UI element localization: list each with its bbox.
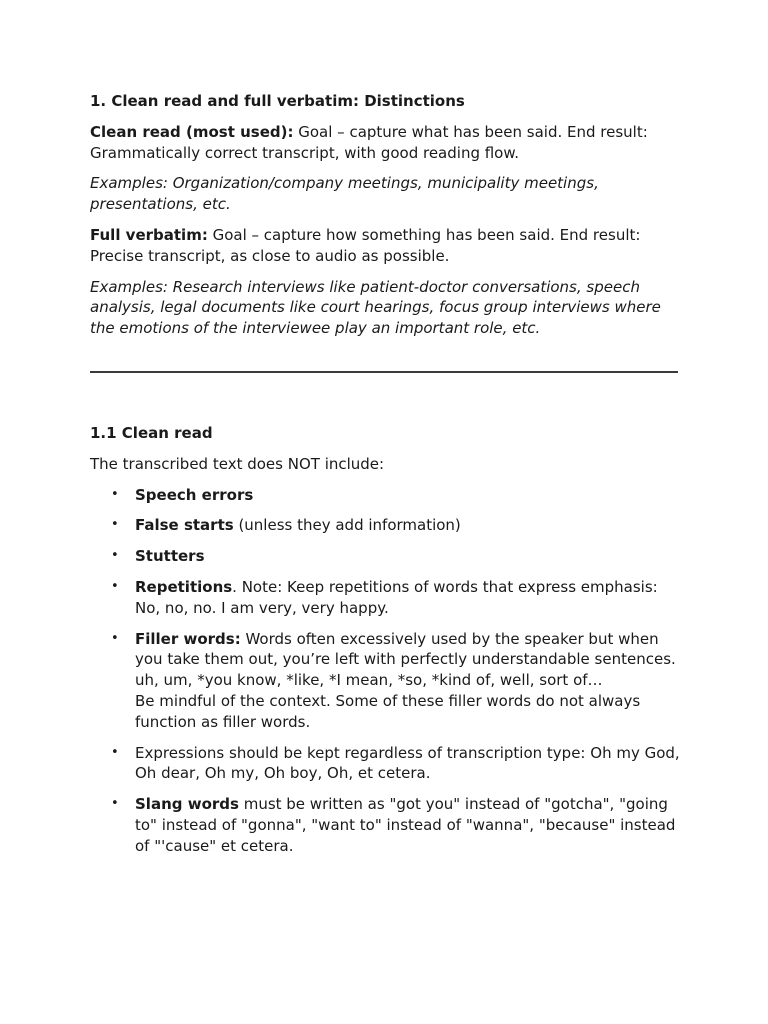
bullet-icon: • bbox=[111, 630, 119, 646]
document-page bbox=[90, 91, 680, 867]
list-item bbox=[90, 629, 680, 733]
list-item-bold: Stutters bbox=[135, 547, 205, 566]
clean-read-label: Clean read (most used): bbox=[90, 122, 294, 141]
list-item bbox=[90, 794, 680, 856]
list-item-bold: False starts bbox=[135, 516, 234, 535]
bullet-icon: • bbox=[111, 578, 119, 594]
excluded-items-list bbox=[90, 485, 680, 857]
bullet-icon: • bbox=[111, 517, 119, 533]
list-item-text: must be written as "got you" instead of "gotcha", "going to" instead of "gonna", "want to" instead of "wanna", "because" instead of "'cause" et cetera. bbox=[135, 795, 676, 855]
clean-read-definition bbox=[90, 122, 680, 164]
clean-read-text: Goal – capture what has been said. End result: Grammatically correct transcript, with good reading flow. bbox=[90, 122, 648, 162]
subsection-intro: The transcribed text does NOT include: bbox=[90, 454, 385, 473]
full-verbatim-text: Goal – capture how something has been said. End result: Precise transcript, as close to audio as possible. bbox=[90, 225, 641, 265]
full-verbatim-examples: Examples: Research interviews like patient-doctor conversations, speech analysis, legal documents like court hearings, focus group interviews where the emotions of the interviewee play an important role, etc. bbox=[90, 277, 661, 338]
list-item-bold: Slang words bbox=[135, 795, 239, 814]
list-item-text: Expressions should be kept regardless of transcription type: Oh my God, Oh dear, Oh my, Oh boy, Oh, et cetera. bbox=[135, 743, 680, 783]
bullet-icon: • bbox=[111, 548, 119, 564]
list-item bbox=[90, 546, 680, 567]
list-item-text: (unless they add information) bbox=[233, 516, 461, 535]
clean-read-examples: Examples: Organization/company meetings, municipality meetings, presentations, etc. bbox=[90, 174, 599, 214]
bullet-icon: • bbox=[111, 486, 119, 502]
list-item-bold: Filler words: bbox=[135, 629, 241, 648]
list-item-bold: Speech errors bbox=[135, 485, 254, 504]
full-verbatim-definition bbox=[90, 225, 680, 267]
list-item-note: Be mindful of the context. Some of these filler words do not always function as filler words. bbox=[135, 691, 641, 731]
list-item bbox=[90, 577, 680, 619]
list-item-text: Words often excessively used by the speaker but when you take them out, you’re left with perfectly understandable sentences. uh, um, *you know, *like, *I mean, *so, *kind of, well, sort of… bbox=[135, 629, 676, 690]
full-verbatim-label: Full verbatim: bbox=[90, 225, 208, 244]
list-item-text: . Note: Keep repetitions of words that express emphasis: No, no, no. I am very, very happy. bbox=[135, 577, 658, 617]
bullet-icon: • bbox=[111, 744, 119, 760]
list-item-bold: Repetitions bbox=[135, 577, 233, 596]
subsection-heading: 1.1 Clean read bbox=[90, 423, 213, 442]
horizontal-divider bbox=[90, 371, 678, 373]
bullet-icon: • bbox=[111, 796, 119, 812]
list-item bbox=[90, 743, 680, 785]
list-item bbox=[90, 515, 680, 536]
list-item bbox=[90, 485, 680, 506]
section-heading: 1. Clean read and full verbatim: Distinctions bbox=[90, 92, 465, 110]
